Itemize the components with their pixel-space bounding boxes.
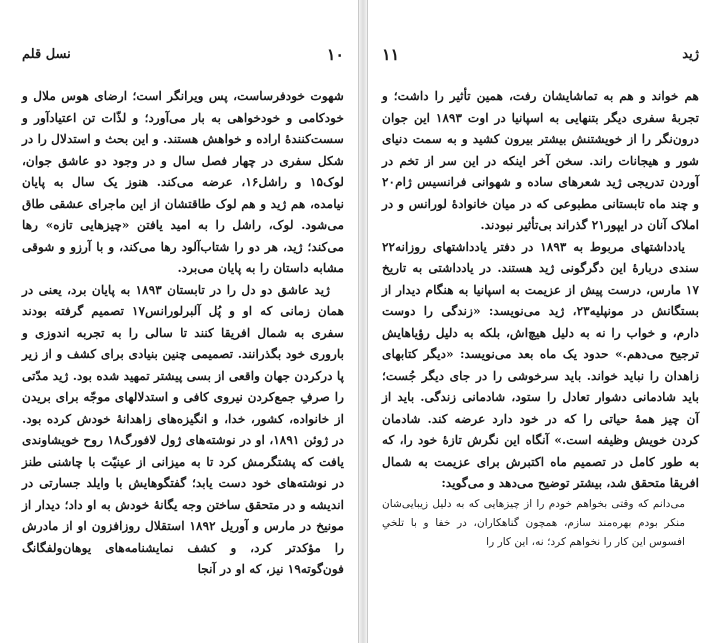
- left-page: [0, 0, 358, 643]
- right-paragraph-2: یادداشتهای مربوط به ۱۸۹۳ در دفتر یادداشتهای روزانه۲۲ سندی دربارهٔ این دگرگونی ژید هستند. در یادداشتی به تاریخ ۱۷ مارس، درست پیش از عزیمت به اسپانیا به هنگام دیدار از بستگانش در مونپلیه۲۳، ژید می‌نویسد: «زندگی را دوست دارم، و خواب را نه به دلیل هیچ‌اش، بلکه به دلیل رؤیاهایش ترجیح می‌دهم.» حدود یک ماه بعد می‌نویسد: «دیگر کتابهای زاهدان را نباید خواند. باید سرخوشی را در جای دیگر جُست؛ باید شادمانی دشوار تعادل را ستود، شادمانی زندگی. باید از آن چیز همهٔ حیاتی را که در خود دارد عرضه کند. شادمان کردن خویش وظیفه است.» آنگاه این نگرش تازهٔ خود را، که به طور کامل در تصمیم ماه اکتبرش برای عزیمت به شمال افریقا متحقق شد، بیشتر توضیح می‌دهد و می‌گوید:: [382, 239, 700, 490]
- left-running-head: نسل قلم: [22, 46, 71, 62]
- right-page-body: [382, 86, 699, 495]
- right-page: [368, 0, 721, 643]
- right-running-head: ژید: [682, 46, 699, 62]
- book-gutter: [358, 0, 368, 643]
- right-paragraph-1: هم خواند و هم به تماشایشان رفت، همین تأثیر را داشت؛ و تجربهٔ سفری دیگر بتنهایی به اسپانیا در اوت ۱۸۹۳ این جوان درون‌نگر را از خویشتنش بیشتر بیرون کشید و به سمت دنیای شور و هیجانات راند. سخن آخر اینکه در این سر از تخم در آوردن تدریجی ژید شعرهای ساده و شهوانی فرانسیس ژام۲۰ و چند ماه تابستانی مطبوعی که در میان خانوادهٔ لورانس و در املاک آنان در ایپور۲۱ گذراند بی‌تأثیر نبودند.: [382, 89, 699, 232]
- right-page-number: ۱۱: [382, 44, 400, 64]
- right-page-header: [382, 44, 699, 64]
- left-page-header: [22, 44, 344, 64]
- block-quote: می‌دانم که وقتی بخواهم خودم را از چیزهایی که به دلیل زیبایی‌شان منکر بودم بهره‌مند سازم، همچون گناهکاران، در خفا و با تلخیِ افسوس این کار را نخواهم کرد؛ نه، این کار را: [382, 497, 685, 548]
- left-paragraph-2: ژید عاشق دو دل را در تابستان ۱۸۹۳ به پایان برد، یعنی در همان زمانی که او و پُل آلبرلورانس۱۷ تصمیم گرفته بودند سفری به شمال افریقا کنند تا سالی را به تجربه اندوزی و باروری خود بگذرانند. تصمیمی چنین بنیادی برای کشف و از زیر پا درکردن جهان واقعی از بسی پیشتر تمهید شده بود. ژید مدّتی را صرفِ جمع‌کردن نیروی کافی و استدلالهای موجّه برای بریدن از خانواده، کشور، خدا، و انگیزه‌های زاهدانهٔ خودش کرده بود. در ژوئن ۱۸۹۱، او در نوشته‌های ژول لافورگ۱۸ روح خویشاوندی یافت که پشتگرمش کرد تا به میزانی از عینیّت با چاشنی طنز در نوشته‌های خود دست یابد؛ گفتگوهایش با وایلد جسارتی در اندیشه و در متحقق ساختن وجه یگانهٔ خودش به او داد؛ دیدار از مونیخ در مارس و آوریل ۱۸۹۲ استقلال روزافزون او از مادرش را مؤکدتر کرد، و کشف نمایشنامه‌های یوهان‌ولفگانگ فون‌گوته۱۹ نیز، که او در آنجا: [22, 282, 344, 576]
- left-page-body: [22, 86, 344, 581]
- left-page-number: ۱۰: [326, 44, 344, 64]
- left-paragraph-1: شهوت خودفرساست، پس ویرانگر است؛ ارضای هوس ملال و خودکامی و خودخواهی به بار می‌آورد؛ و لذّات تن اعتیادآور و سست‌کنندهٔ اراده و خواهش هستند. و این بحث و استدلال را در شکل سفری در چهار فصل سال و در وجود دو عاشق جوان، لوک۱۵ و راشل۱۶، عرضه می‌کند. هنوز یک سال به پایان نیامده، هم ژید و هم لوک طاقتشان از این ماجرای عشقی طاق می‌شود. لوک، راشل را به امید یافتن «چیزهایی تازه» رها می‌کند؛ ژید، هر دو را شتاب‌آلود رها می‌کند، و با آرزو و شوقی مشابه داستان را به پایان می‌برد.: [22, 89, 344, 275]
